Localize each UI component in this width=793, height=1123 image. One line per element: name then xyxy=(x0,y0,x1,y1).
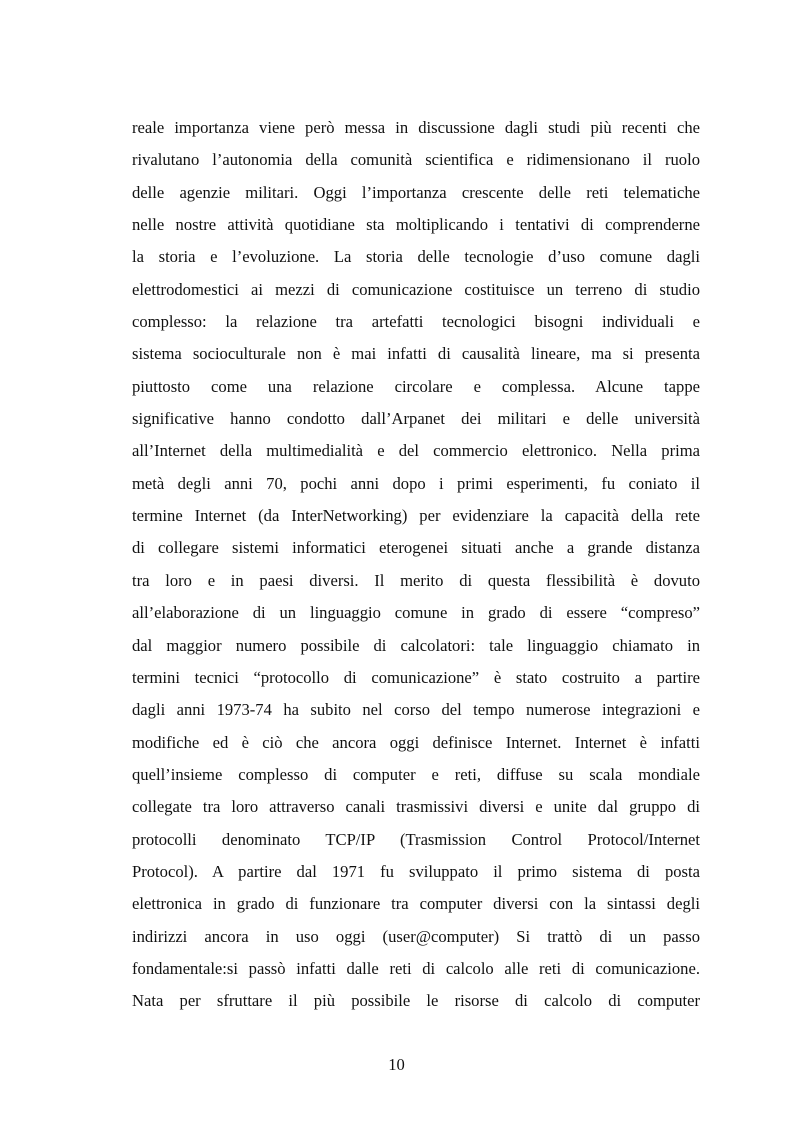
text-line: elettronica in grado di funzionare tra computer diversi con la sintassi degli xyxy=(132,894,700,914)
text-line: modifiche ed è ciò che ancora oggi definisce Internet. Internet è infatti xyxy=(132,732,700,752)
text-line: protocolli denominato TCP/IP (Trasmission Control Protocol/Internet xyxy=(132,829,700,849)
text-line: delle agenzie militari. Oggi l’importanza crescente delle reti telematiche xyxy=(132,182,700,202)
text-line: metà degli anni 70, pochi anni dopo i primi esperimenti, fu coniato il xyxy=(132,473,700,493)
text-line: sistema socioculturale non è mai infatti di causalità lineare, ma si presenta xyxy=(132,344,700,364)
text-line: dagli anni 1973-74 ha subito nel corso del tempo numerose integrazioni e xyxy=(132,700,700,720)
text-line: indirizzi ancora in uso oggi (user@computer) Si trattò di un passo xyxy=(132,926,700,946)
text-line: la storia e l’evoluzione. La storia delle tecnologie d’uso comune dagli xyxy=(132,247,700,267)
text-line: significative hanno condotto dall’Arpanet dei militari e delle università xyxy=(132,409,700,429)
page-number: 10 xyxy=(388,1055,405,1074)
text-line: elettrodomestici ai mezzi di comunicazione costituisce un terreno di studio xyxy=(132,279,700,299)
text-line: nelle nostre attività quotidiane sta moltiplicando i tentativi di comprenderne xyxy=(132,215,700,235)
text-line: complesso: la relazione tra artefatti tecnologici bisogni individuali e xyxy=(132,312,700,332)
text-line: di collegare sistemi informatici eterogenei situati anche a grande distanza xyxy=(132,538,700,558)
text-line: Nata per sfruttare il più possibile le risorse di calcolo di computer xyxy=(132,991,700,1011)
text-line: all’Internet della multimedialità e del commercio elettronico. Nella prima xyxy=(132,441,700,461)
text-line: dal maggior numero possibile di calcolatori: tale linguaggio chiamato in xyxy=(132,635,700,655)
text-line: all’elaborazione di un linguaggio comune in grado di essere “compreso” xyxy=(132,603,700,623)
text-line: fondamentale:si passò infatti dalle reti di calcolo alle reti di comunicazione. xyxy=(132,958,700,978)
body-text xyxy=(132,112,700,1018)
text-line: termini tecnici “protocollo di comunicazione” è stato costruito a partire xyxy=(132,667,700,687)
text-line: rivalutano l’autonomia della comunità scientifica e ridimensionano il ruolo xyxy=(132,150,700,170)
text-line: tra loro e in paesi diversi. Il merito di questa flessibilità è dovuto xyxy=(132,570,700,590)
text-line: reale importanza viene però messa in discussione dagli studi più recenti che xyxy=(132,118,700,137)
text-line: collegate tra loro attraverso canali trasmissivi diversi e unite dal gruppo di xyxy=(132,797,700,817)
text-line: Protocol). A partire dal 1971 fu sviluppato il primo sistema di posta xyxy=(132,861,700,881)
text-line: piuttosto come una relazione circolare e complessa. Alcune tappe xyxy=(132,376,700,396)
text-line: termine Internet (da InterNetworking) per evidenziare la capacità della rete xyxy=(132,506,700,526)
text-line: quell’insieme complesso di computer e reti, diffuse su scala mondiale xyxy=(132,764,700,784)
